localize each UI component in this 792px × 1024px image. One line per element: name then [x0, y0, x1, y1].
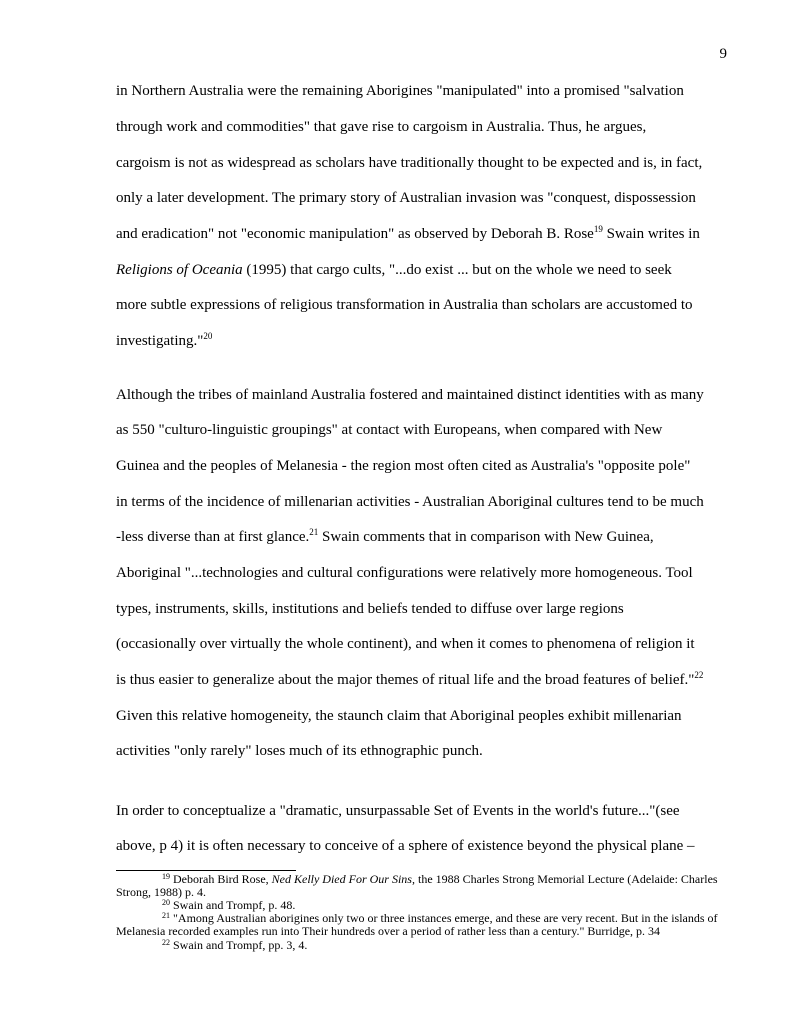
footnote-ref-21[interactable]: 21 [309, 527, 319, 537]
book-title: Ned Kelly Died For Our Sins, [271, 872, 415, 886]
footnote-number: 20 [162, 898, 170, 907]
text-line [116, 225, 700, 243]
text-span: Swain writes in [602, 226, 700, 242]
text-line [116, 332, 212, 350]
footnote-ref-19[interactable]: 19 [593, 224, 603, 234]
footnote-ref-20[interactable]: 20 [203, 331, 213, 341]
text-line: in Northern Australia were the remaining Aborigines "manipulated" into a promised "salvation [116, 83, 684, 99]
book-title: Religions of Oceania [116, 262, 243, 278]
text-span: Swain and Trompf, p. 48. [170, 898, 296, 912]
footnote-number: 22 [162, 938, 170, 947]
footnote-number: 21 [162, 911, 170, 920]
text-line: in terms of the incidence of millenarian activities - Australian Aboriginal cultures tend to be much [116, 494, 704, 510]
text-line: as 550 "culturo-linguistic groupings" at contact with Europeans, when compared with New [116, 422, 663, 438]
text-line: through work and commodities" that gave rise to cargoism in Australia. Thus, he argues, [116, 119, 647, 135]
text-span: is thus easier to generalize about the major themes of ritual life and the broad features of belief." [116, 672, 695, 688]
text-span: and eradication" not "economic manipulation" as observed by Deborah B. Rose [116, 226, 594, 242]
footnote-separator [116, 870, 296, 871]
text-line: above, p 4) it is often necessary to conceive of a sphere of existence beyond the physical plane – [116, 838, 695, 854]
text-line: more subtle expressions of religious transformation in Australia than scholars are accustomed to [116, 297, 693, 313]
text-line [116, 671, 703, 689]
text-span: Swain comments that in comparison with New Guinea, [318, 529, 654, 545]
text-line: only a later development. The primary story of Australian invasion was "conquest, dispossession [116, 190, 696, 206]
text-line: (occasionally over virtually the whole continent), and when it comes to phenomena of religion it [116, 636, 695, 652]
text-span: investigating." [116, 333, 204, 349]
text-span: Swain and Trompf, pp. 3, 4. [170, 938, 308, 952]
text-span: "Among Australian aborigines only two or three instances emerge, and these are very recent. But in the islands of [170, 911, 718, 925]
text-span: (1995) that cargo cults, "...do exist ... but on the whole we need to seek [242, 262, 672, 278]
text-line: Given this relative homogeneity, the staunch claim that Aboriginal peoples exhibit millenarian [116, 708, 682, 724]
text-line: Guinea and the peoples of Melanesia - the region most often cited as Australia's "opposite pole" [116, 458, 691, 474]
footnote-number: 19 [162, 872, 170, 881]
text-line: cargoism is not as widespread as scholars have traditionally thought to be expected and is, in fact, [116, 155, 703, 171]
text-span: the 1988 Charles Strong Memorial Lecture (Adelaide: Charles [414, 872, 718, 886]
text-line: Although the tribes of mainland Australia fostered and maintained distinct identities with as many [116, 387, 704, 403]
footnote-ref-22[interactable]: 22 [694, 670, 704, 680]
footnote-22 [162, 939, 307, 952]
text-line: In order to conceptualize a "dramatic, unsurpassable Set of Events in the world's future..."(see [116, 803, 680, 819]
footnote-21-cont: Melanesia recorded examples run into Their hundreds over a period of rather less than a century." Burridge, p. 34 [116, 924, 661, 938]
text-line: activities "only rarely" loses much of its ethnographic punch. [116, 743, 483, 759]
footnote-19 [162, 873, 718, 886]
text-line: types, instruments, skills, institutions and beliefs tended to diffuse over large regions [116, 601, 624, 617]
footnote-19-cont: Strong, 1988) p. 4. [116, 885, 206, 899]
text-line [116, 528, 654, 546]
text-span: Deborah Bird Rose, [170, 872, 272, 886]
page-number: 9 [719, 46, 727, 62]
text-line [116, 261, 672, 279]
text-line: Aboriginal "...technologies and cultural configurations were relatively more homogeneous. Tool [116, 565, 693, 581]
text-span: -less diverse than at first glance. [116, 529, 310, 545]
